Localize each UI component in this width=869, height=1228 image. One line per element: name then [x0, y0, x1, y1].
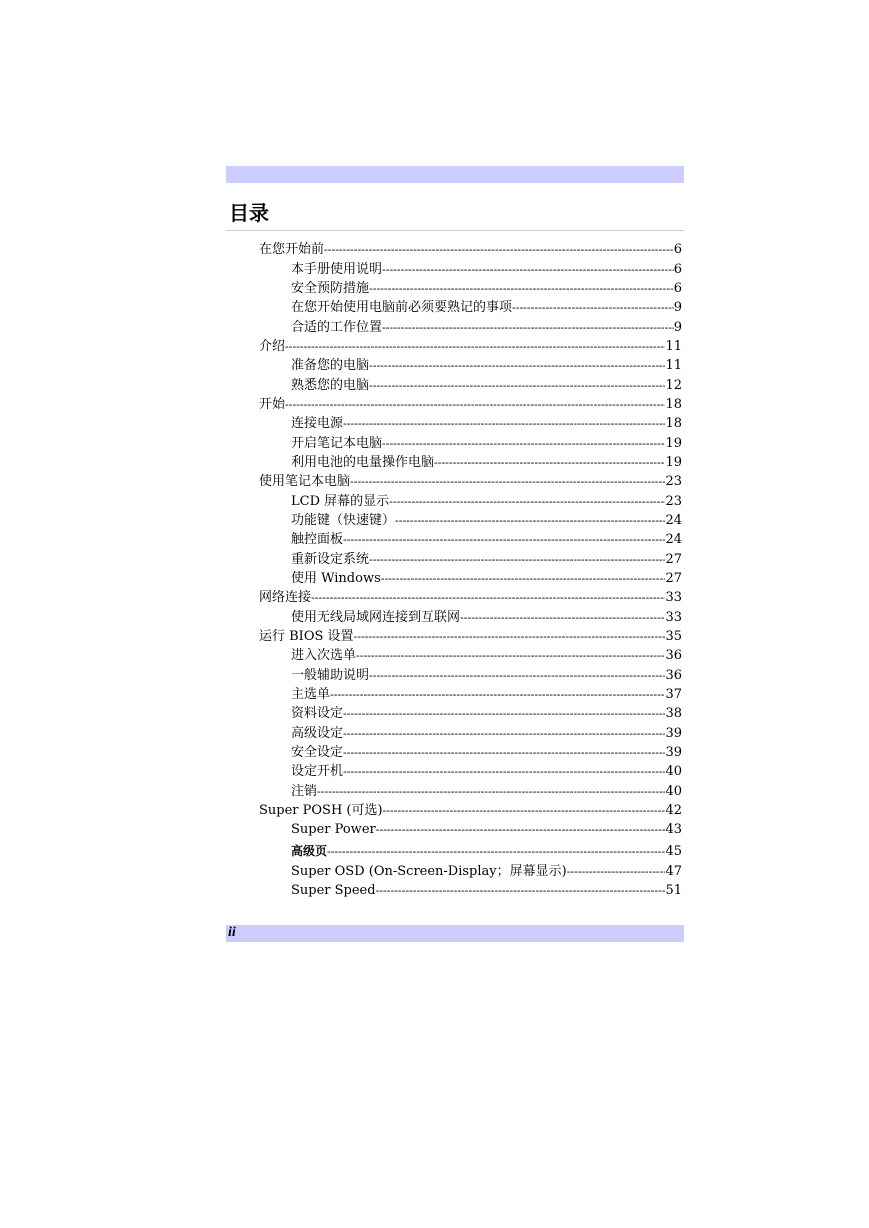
toc-dot-leader [343, 766, 665, 779]
toc-dot-leader [356, 650, 665, 663]
title-divider [226, 230, 684, 231]
toc-entry[interactable] [259, 644, 682, 663]
toc-entry[interactable] [259, 605, 682, 624]
toc-entry-page: 33 [665, 590, 682, 606]
toc-entry[interactable] [259, 238, 682, 257]
toc-entry-label: 进入次选单 [291, 648, 357, 664]
toc-entry-page: 9 [673, 300, 682, 316]
toc-entry[interactable] [259, 663, 682, 682]
toc-entry[interactable] [259, 431, 682, 450]
toc-entry-page: 6 [673, 242, 682, 258]
toc-dot-leader [382, 264, 674, 277]
toc-entry-label: Super Power [291, 822, 376, 838]
toc-dot-leader [512, 302, 674, 315]
toc-entry-page: 38 [665, 706, 682, 722]
toc-entry-page: 33 [665, 609, 682, 625]
toc-entry-label: 连接电源 [291, 416, 344, 432]
toc-entry[interactable] [259, 683, 682, 702]
toc-dot-leader [460, 612, 665, 625]
toc-dot-leader [343, 728, 665, 741]
toc-entry[interactable] [259, 257, 682, 276]
toc-entry-label: 主选单 [291, 686, 331, 702]
toc-entry-page: 51 [665, 882, 682, 898]
toc-entry-page: 42 [665, 802, 682, 818]
header-band [226, 166, 684, 183]
toc-entry-label: 使用笔记本电脑 [259, 474, 351, 490]
toc-entry-page: 18 [665, 396, 682, 412]
toc-dot-leader [369, 360, 665, 373]
toc-entry[interactable] [259, 470, 682, 489]
toc-entry-label: 使用 Windows [291, 570, 381, 586]
toc-entry-page: 45 [665, 844, 682, 860]
toc-entry-page: 23 [665, 493, 682, 509]
toc-entry-page: 19 [665, 435, 682, 451]
toc-entry[interactable] [259, 567, 682, 586]
toc-dot-leader [369, 670, 665, 683]
toc-dot-leader [369, 283, 674, 296]
toc-entry-label: 运行 BIOS 设置 [259, 628, 354, 644]
toc-entry-label: 介绍 [259, 338, 286, 354]
toc-dot-leader [567, 866, 666, 879]
toc-entry-page: 37 [665, 686, 682, 702]
toc-entry-label: 开始 [259, 396, 286, 412]
toc-entry-page: 39 [665, 725, 682, 741]
toc-entry[interactable] [259, 277, 682, 296]
toc-entry-page: 24 [665, 532, 682, 548]
toc-entry[interactable] [259, 335, 682, 354]
toc-entry-label: 资料设定 [291, 706, 344, 722]
toc-entry[interactable] [259, 760, 682, 779]
toc-entry-label: Super OSD (On-Screen-Display；屏幕显示) [291, 863, 567, 879]
toc-entry-page: 36 [665, 667, 682, 683]
page-number: ii [228, 925, 236, 940]
toc-dot-leader [285, 399, 665, 412]
toc-entry-page: 27 [665, 570, 682, 586]
toc-dot-leader [317, 786, 665, 799]
toc-dot-leader [376, 824, 666, 837]
toc-entry-label: 在您开始前 [259, 242, 325, 258]
toc-entry[interactable] [259, 721, 682, 740]
toc-entry[interactable] [259, 859, 682, 878]
toc-entry-label: 安全预防措施 [291, 280, 370, 296]
toc-entry-label: 本手册使用说明 [291, 261, 383, 277]
toc-dot-leader [343, 708, 665, 721]
toc-entry-label: 高级设定 [291, 725, 344, 741]
toc-entry-label: 网络连接 [259, 590, 312, 606]
toc-entry-label: 一般辅助说明 [291, 667, 370, 683]
toc-dot-leader [327, 846, 665, 859]
toc-entry[interactable] [259, 412, 682, 431]
toc-entry-label: 功能键（快速键） [291, 512, 396, 528]
toc-dot-leader [330, 689, 665, 702]
toc-entry[interactable] [259, 799, 682, 818]
toc-entry[interactable] [259, 547, 682, 566]
toc-entry-label: 注销 [291, 783, 318, 799]
toc-dot-leader [369, 380, 665, 393]
toc-entry-page: 35 [665, 628, 682, 644]
toc-entry[interactable] [259, 509, 682, 528]
toc-dot-leader [382, 322, 674, 335]
toc-entry[interactable] [259, 702, 682, 721]
toc-entry-label: 设定开机 [291, 764, 344, 780]
toc-entry[interactable] [259, 393, 682, 412]
toc-entry-label: 熟悉您的电脑 [291, 377, 370, 393]
toc-entry-page: 19 [665, 454, 682, 470]
toc-entry[interactable] [259, 489, 682, 508]
toc-entry-label: 准备您的电脑 [291, 358, 370, 374]
toc-entry[interactable] [259, 879, 682, 898]
toc-dot-leader [389, 496, 665, 509]
toc-dot-leader [343, 747, 665, 760]
toc-entry[interactable] [259, 741, 682, 760]
toc-entry[interactable] [259, 354, 682, 373]
footer-band [226, 925, 684, 942]
toc-entry-page: 27 [665, 551, 682, 567]
toc-dot-leader [350, 476, 665, 489]
toc-entry-page: 11 [665, 358, 682, 374]
toc-entry[interactable] [259, 373, 682, 392]
toc-dot-leader [354, 631, 666, 644]
toc-entry-page: 12 [665, 377, 682, 393]
toc-entry-label: 使用无线局域网连接到互联网 [291, 609, 461, 625]
toc-entry-page: 23 [665, 474, 682, 490]
toc-entry[interactable] [259, 779, 682, 798]
toc-entry-page: 18 [665, 416, 682, 432]
toc-entry[interactable] [259, 451, 682, 470]
toc-entry-page: 43 [665, 822, 682, 838]
toc-entry[interactable] [259, 315, 682, 334]
toc-entry[interactable] [259, 625, 682, 644]
toc-entry-label: 开启笔记本电脑 [291, 435, 383, 451]
toc-entry-label: 合适的工作位置 [291, 319, 383, 335]
toc-dot-leader [343, 534, 665, 547]
toc-entry[interactable] [259, 296, 682, 315]
toc-dot-leader [376, 885, 666, 898]
toc-entry-page: 11 [665, 338, 682, 354]
toc-dot-leader [324, 244, 674, 257]
toc-dot-leader [285, 341, 665, 354]
toc-dot-leader [383, 805, 666, 818]
toc-entry-page: 24 [665, 512, 682, 528]
toc-entry-label: 在您开始使用电脑前必须要熟记的事项 [291, 300, 513, 316]
toc-entry[interactable] [259, 818, 682, 837]
toc-entry-label: LCD 屏幕的显示 [291, 493, 390, 509]
toc-entry-page: 36 [665, 648, 682, 664]
toc-entry-label: 重新设定系统 [291, 551, 370, 567]
toc-dot-leader [381, 573, 666, 586]
toc-entry-label: Super Speed [291, 882, 376, 898]
toc-entry-page: 6 [673, 261, 682, 277]
toc-dot-leader [369, 554, 665, 567]
toc-entry-label: 高级页 [291, 844, 328, 859]
toc-entry-page: 6 [673, 280, 682, 296]
toc-entry[interactable] [259, 586, 682, 605]
page-title: 目录 [229, 201, 269, 225]
toc-entry[interactable] [259, 837, 682, 859]
toc-dot-leader [395, 515, 665, 528]
table-of-contents [259, 238, 682, 898]
toc-entry-page: 47 [665, 863, 682, 879]
toc-entry-page: 39 [665, 744, 682, 760]
toc-entry-page: 40 [665, 764, 682, 780]
toc-entry-label: 触控面板 [291, 532, 344, 548]
toc-dot-leader [434, 457, 665, 470]
toc-entry-label: 利用电池的电量操作电脑 [291, 454, 435, 470]
toc-entry[interactable] [259, 528, 682, 547]
toc-dot-leader [382, 438, 665, 451]
toc-entry-label: Super POSH (可选) [259, 802, 383, 818]
toc-entry-page: 9 [673, 319, 682, 335]
toc-entry-label: 安全设定 [291, 744, 344, 760]
toc-dot-leader [311, 592, 665, 605]
toc-entry-page: 40 [665, 783, 682, 799]
toc-dot-leader [343, 418, 665, 431]
